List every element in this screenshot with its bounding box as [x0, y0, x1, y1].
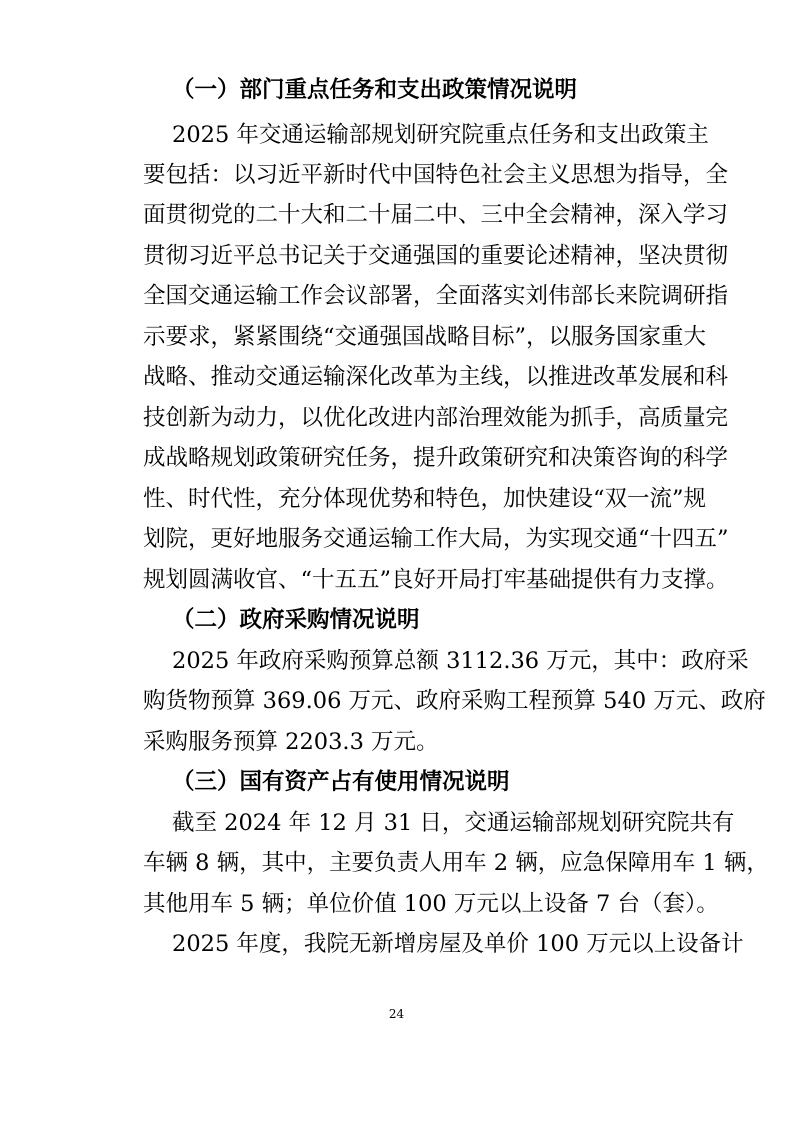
section-2-line-2: 购货物预算 369.06 万元、政府采购工程预算 540 万元、政府 — [143, 688, 766, 714]
section-2-line-1: 2025 年政府采购预算总额 3112.36 万元，其中：政府采 — [172, 648, 749, 674]
section-1-line-7: 战略、推动交通运输深化改革为主线，以推进改革发展和科 — [143, 364, 729, 390]
section-3-line-3: 其他用车 5 辆；单位价值 100 万元以上设备 7 台（套）。 — [143, 891, 719, 917]
section-1-line-4: 贯彻习近平总书记关于交通强国的重要论述精神，坚决贯彻 — [143, 243, 729, 269]
section-3-line-1: 截至 2024 年 12 月 31 日，交通运输部规划研究院共有 — [172, 810, 735, 836]
section-1-line-12: 规划圆满收官、“十五五”良好开局打牢基础提供有力支撑。 — [143, 567, 729, 593]
section-1-line-11: 划院，更好地服务交通运输工作大局，为实现交通“十四五” — [143, 526, 729, 552]
section-1-line-2: 要包括：以习近平新时代中国特色社会主义思想为指导，全 — [143, 162, 729, 188]
section-3-line-2: 车辆 8 辆，其中，主要负责人用车 2 辆，应急保障用车 1 辆， — [143, 850, 769, 876]
section-1-line-10: 性、时代性，充分体现优势和特色，加快建设“双一流”规 — [143, 486, 707, 512]
section-3-heading: （三）国有资产占有使用情况说明 — [172, 769, 510, 795]
section-2-heading: （二）政府采购情况说明 — [172, 607, 420, 633]
section-1-line-8: 技创新为动力，以优化改进内部治理效能为抓手，高质量完 — [143, 405, 729, 431]
page-number: 24 — [388, 1007, 405, 1021]
section-1-line-6: 示要求，紧紧围绕“交通强国战略目标”，以服务国家重大 — [143, 324, 707, 350]
section-1-line-1: 2025 年交通运输部规划研究院重点任务和支出政策主 — [172, 122, 709, 148]
section-2-line-3: 采购服务预算 2203.3 万元。 — [143, 729, 439, 755]
section-1-line-3: 面贯彻党的二十大和二十届二中、三中全会精神，深入学习 — [143, 202, 729, 228]
section-1-heading: （一）部门重点任务和支出政策情况说明 — [172, 77, 578, 103]
section-3-line-4: 2025 年度，我院无新增房屋及单价 100 万元以上设备计 — [172, 931, 744, 957]
section-1-line-5: 全国交通运输工作会议部署，全面落实刘伟部长来院调研指 — [143, 283, 729, 309]
section-1-line-9: 成战略规划政策研究任务，提升政策研究和决策咨询的科学 — [143, 445, 729, 471]
